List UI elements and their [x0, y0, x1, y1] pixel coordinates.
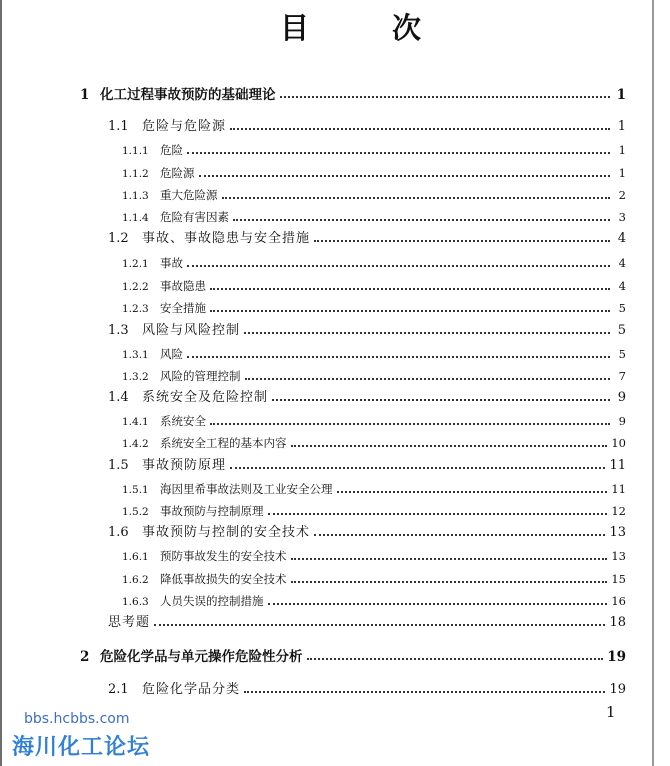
- toc-entry: [108, 322, 626, 340]
- toc-entry: [122, 592, 626, 611]
- toc-entry: [122, 502, 626, 521]
- toc-entry-number: 1.2.1: [122, 258, 149, 270]
- toc-entry: [80, 648, 626, 666]
- toc-entry-page: 11: [609, 458, 626, 473]
- toc-entry-page: 11: [611, 482, 626, 496]
- toc-leader-dots: [222, 197, 611, 199]
- toc-entry-number: 1.5: [108, 458, 129, 473]
- toc-entry: [108, 681, 626, 699]
- toc-entry-number: 1.3.2: [122, 371, 149, 383]
- toc-entry-page: 5: [618, 347, 626, 361]
- toc-entry-title: 事故: [160, 256, 183, 270]
- toc-entry-title: 系统安全工程的基本内容: [160, 436, 287, 450]
- toc-leader-dots: [337, 491, 608, 493]
- toc-entry-page: 15: [611, 572, 626, 586]
- right-scan-edge: [652, 0, 654, 766]
- toc-entry-title: 危险化学品与单元操作危险性分析: [100, 649, 303, 665]
- toc-leader-dots: [291, 581, 608, 583]
- toc-leader-dots: [187, 265, 610, 267]
- toc-entry-title: 危险源: [160, 166, 195, 180]
- toc-entry-title: 化工过程事故预防的基础理论: [100, 87, 276, 103]
- toc-entry-number: 1.2.3: [122, 303, 149, 315]
- toc-entry-number: 1.2.2: [122, 281, 149, 293]
- toc-entry-page: 1: [618, 166, 626, 180]
- left-scan-edge: [0, 0, 2, 766]
- toc-entry-number: 1.6.1: [122, 551, 149, 563]
- toc-entry-number: 1.4.2: [122, 438, 149, 450]
- toc-entry-page: 7: [618, 369, 626, 383]
- toc-entry-page: 1: [617, 119, 626, 134]
- toc-entry-title: 重大危险源: [160, 188, 218, 202]
- toc-leader-dots: [187, 152, 610, 154]
- toc-entry-number: 1.4: [108, 390, 129, 405]
- toc-leader-dots: [210, 423, 610, 425]
- toc-entry: [122, 254, 626, 273]
- toc-entry-number: 1.3.1: [122, 349, 149, 361]
- toc-entry: [122, 345, 626, 364]
- title-char-2: 次: [392, 11, 424, 45]
- toc-entry-title: 事故预防与控制原理: [160, 504, 264, 518]
- toc-entry-number: 1.1: [108, 119, 129, 134]
- toc-entry-page: 1: [618, 143, 626, 157]
- toc-entry: [108, 118, 626, 136]
- toc-entry: [122, 164, 626, 183]
- toc-leader-dots: [245, 378, 611, 380]
- toc-entry-page: 19: [607, 649, 626, 665]
- toc-entry: [108, 457, 626, 475]
- toc-entry-page: 13: [609, 525, 626, 540]
- toc-entry: [122, 141, 626, 160]
- toc-entry-number: 1.1.4: [122, 212, 149, 224]
- toc-entry-page: 1: [616, 87, 626, 103]
- watermark-logo-text: 海川化工论坛: [12, 735, 151, 760]
- toc-leader-dots: [280, 96, 611, 98]
- toc-entry-title: 危险有害因素: [160, 210, 229, 224]
- toc-entry-title: 危险: [160, 143, 183, 157]
- toc-entry-title: 事故预防与控制的安全技术: [142, 525, 311, 540]
- toc-leader-dots: [187, 356, 610, 358]
- toc-entry-page: 16: [611, 594, 626, 608]
- toc-entry-number: 2.1: [108, 682, 129, 697]
- toc-entry-page: 9: [617, 390, 626, 405]
- toc-entry-title: 系统安全及危险控制: [142, 390, 269, 405]
- toc-entry: [122, 277, 626, 296]
- toc-entry-page: 19: [609, 682, 626, 697]
- toc-entry-page: 4: [618, 279, 626, 293]
- toc-entry-number: 2: [80, 649, 90, 665]
- toc-leader-dots: [210, 310, 610, 312]
- toc-entry-title: 思考题: [108, 615, 151, 630]
- toc-leader-dots: [268, 603, 608, 605]
- toc-entry-number: 1.4.1: [122, 416, 149, 428]
- toc-entry-number: 1.6.2: [122, 574, 149, 586]
- toc-entry-page: 3: [618, 210, 626, 224]
- toc-entry-title: 风险: [160, 347, 183, 361]
- toc-entry-title: 海因里希事故法则及工业安全公理: [160, 482, 333, 496]
- toc-entry: [122, 547, 626, 566]
- toc-entry-page: 5: [618, 301, 626, 315]
- toc-leader-dots: [244, 332, 610, 334]
- toc-leader-dots: [291, 445, 608, 447]
- toc-entry-page: 13: [611, 549, 626, 563]
- toc-entry-page: 2: [618, 188, 626, 202]
- toc-leader-dots: [272, 399, 610, 401]
- toc-entry-title: 降低事故损失的安全技术: [160, 572, 287, 586]
- toc-leader-dots: [291, 558, 608, 560]
- toc-entry: [108, 389, 626, 407]
- toc-leader-dots: [230, 128, 610, 130]
- toc-entry-page: 9: [618, 414, 626, 428]
- toc-entry-page: 4: [618, 256, 626, 270]
- toc-entry-page: 4: [617, 231, 626, 246]
- title-char-1: 目: [280, 11, 312, 45]
- toc-entry-title: 风险与风险控制: [142, 323, 241, 338]
- toc-leader-dots: [154, 624, 605, 626]
- toc-entry: [108, 614, 626, 632]
- toc-entry-number: 1.6.3: [122, 596, 149, 608]
- toc-entry-title: 事故预防原理: [142, 458, 227, 473]
- toc-entry-number: 1.6: [108, 525, 129, 540]
- toc-leader-dots: [268, 513, 608, 515]
- toc-entry-title: 事故、事故隐患与安全措施: [142, 231, 311, 246]
- toc-entry-page: 18: [609, 615, 626, 630]
- toc-entry: [122, 412, 626, 431]
- toc-entry: [122, 367, 626, 386]
- toc-entry-number: 1.2: [108, 231, 129, 246]
- toc-entry-page: 5: [617, 323, 626, 338]
- toc-entry-title: 风险的管理控制: [160, 369, 241, 383]
- toc-leader-dots: [230, 467, 605, 469]
- toc-entry-title: 人员失误的控制措施: [160, 594, 264, 608]
- toc-leader-dots: [307, 658, 604, 660]
- toc-entry-number: 1: [80, 87, 90, 103]
- toc-entry: [122, 208, 626, 227]
- toc-entry-number: 1.1.1: [122, 145, 149, 157]
- toc-entry-title: 危险与危险源: [142, 119, 227, 134]
- toc-entry-number: 1.5.1: [122, 484, 149, 496]
- watermark-url: bbs.hcbbs.com: [24, 711, 130, 727]
- toc-entry: [80, 86, 626, 104]
- toc-entry-number: 1.1.2: [122, 168, 149, 180]
- toc-entry-page: 12: [611, 504, 626, 518]
- toc-entry-title: 系统安全: [160, 414, 206, 428]
- toc-entry: [122, 570, 626, 589]
- toc-entry: [122, 186, 626, 205]
- toc-entry-title: 预防事故发生的安全技术: [160, 549, 287, 563]
- toc-entry-title: 危险化学品分类: [142, 682, 241, 697]
- toc-entry-page: 10: [611, 436, 626, 450]
- toc-entry-title: 事故隐患: [160, 279, 206, 293]
- toc-entry: [122, 480, 626, 499]
- toc-entry: [108, 524, 626, 542]
- toc-entry-title: 安全措施: [160, 301, 206, 315]
- toc-entry-number: 1.5.2: [122, 506, 149, 518]
- toc-entry: [122, 434, 626, 453]
- toc-leader-dots: [314, 534, 605, 536]
- toc-leader-dots: [314, 240, 610, 242]
- toc-entry: [122, 299, 626, 318]
- toc-entry: [108, 230, 626, 248]
- toc-entry-number: 1.1.3: [122, 190, 149, 202]
- toc-leader-dots: [199, 175, 611, 177]
- toc-leader-dots: [210, 288, 610, 290]
- toc-entry-number: 1.3: [108, 323, 129, 338]
- toc-leader-dots: [233, 219, 610, 221]
- page-number: 1: [606, 703, 616, 721]
- toc-leader-dots: [244, 691, 605, 693]
